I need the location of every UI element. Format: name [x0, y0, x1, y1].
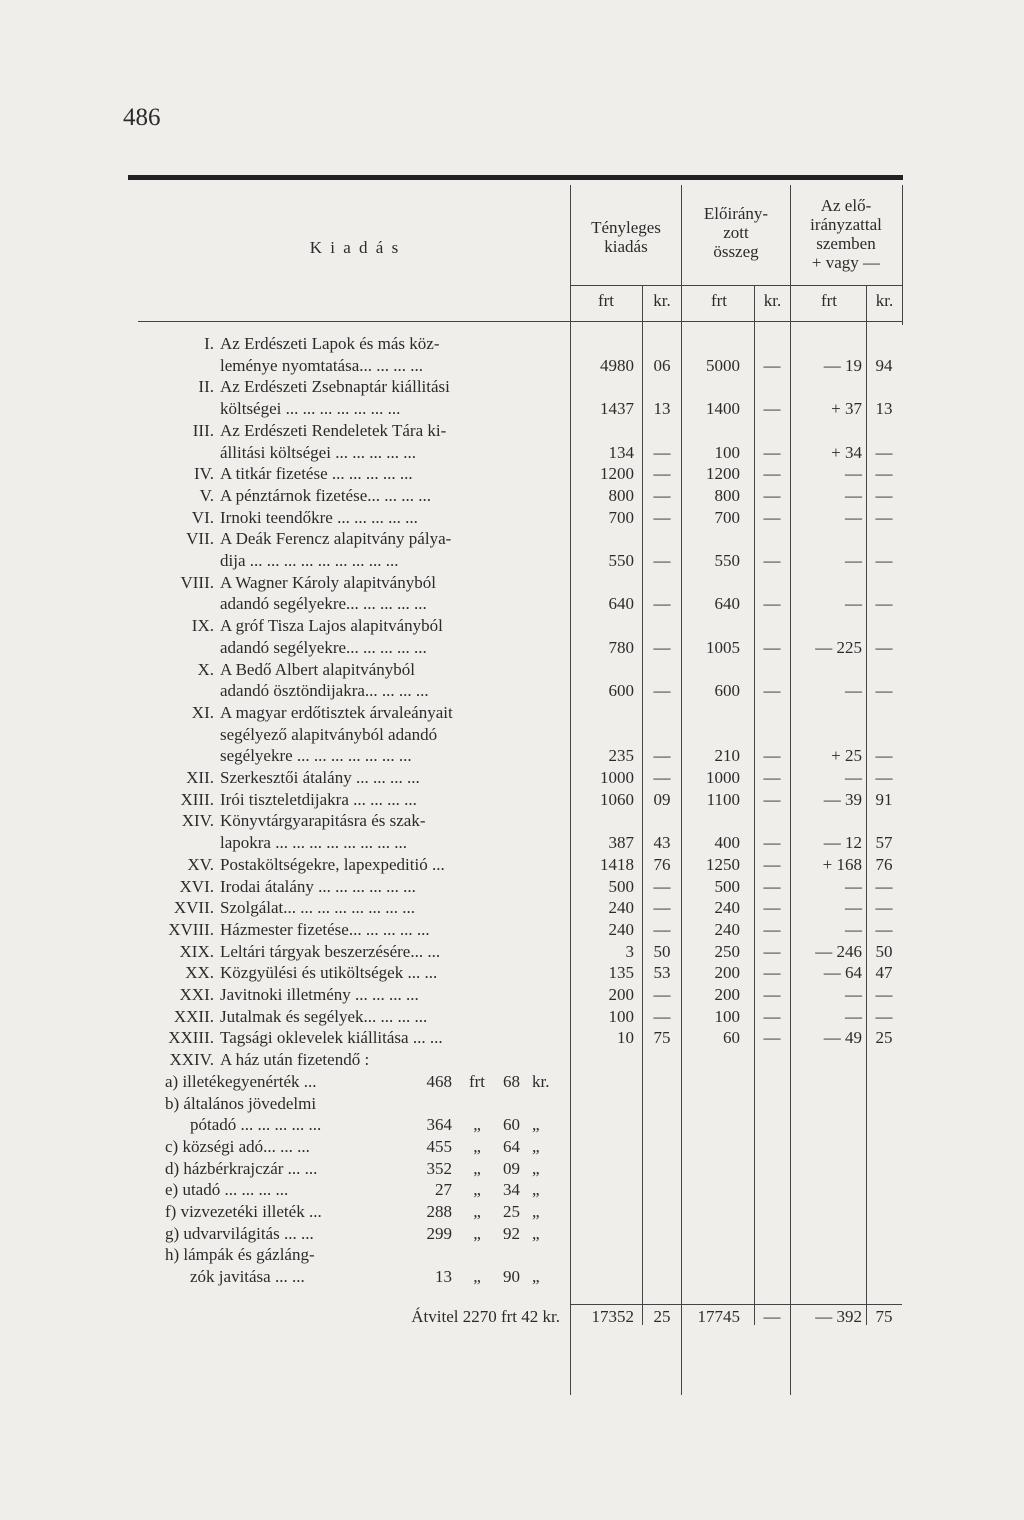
- unit-frt: frt: [820, 291, 838, 310]
- table-cell: 3: [625, 941, 634, 961]
- sub-item-unit: „: [532, 1115, 540, 1135]
- col-divider: [790, 185, 791, 1395]
- table-cell: —: [763, 746, 781, 766]
- table-cell: —: [875, 876, 893, 896]
- row-number: X.: [197, 659, 214, 679]
- table-cell: — 64: [823, 963, 862, 983]
- row-label: Szerkesztői átalány ... ... ... ...: [220, 768, 420, 787]
- row-number: XVI.: [179, 876, 214, 896]
- sub-item-kr: 60: [503, 1115, 520, 1135]
- table-cell: 76: [875, 854, 893, 874]
- sub-item-unit: frt: [468, 1071, 486, 1091]
- row-label: Az Erdészeti Zsebnaptár kiállitási: [220, 377, 450, 397]
- table-cell: 550: [608, 551, 634, 570]
- table-cell: —: [763, 985, 781, 1004]
- carry-cell: 25: [653, 1307, 671, 1326]
- sub-item-kr: 92: [503, 1223, 520, 1243]
- row-number: XIII.: [180, 789, 214, 809]
- table-cell: —: [875, 507, 893, 527]
- table-cell: —: [845, 898, 862, 918]
- table-cell: 5000: [706, 355, 740, 375]
- table-cell: + 34: [831, 442, 862, 462]
- unit-frt: frt: [597, 291, 615, 310]
- sub-item-unit: „: [532, 1223, 540, 1243]
- table-cell: 210: [714, 746, 740, 766]
- sub-item-frt: 13: [435, 1267, 452, 1287]
- table-cell: — 246: [815, 941, 862, 961]
- sub-item-kr: 90: [503, 1267, 520, 1287]
- table-cell: 57: [875, 833, 893, 853]
- table-cell: 640: [608, 594, 634, 614]
- row-label: adandó segélyekre... ... ... ... ...: [220, 637, 427, 657]
- table-cell: —: [875, 768, 893, 787]
- row-label: dija ... ... ... ... ... ... ... ... ...: [220, 551, 399, 570]
- header-rule: [571, 285, 902, 286]
- sub-item-unit: „: [473, 1267, 481, 1287]
- table-cell: 13: [875, 399, 893, 419]
- table-cell: —: [845, 876, 862, 896]
- col-divider: [642, 285, 643, 1325]
- row-label: Postaköltségekre, lapexpeditió ...: [220, 854, 445, 874]
- table-cell: 76: [653, 854, 671, 874]
- table-cell: + 168: [822, 854, 862, 874]
- table-cell: 1000: [600, 768, 634, 787]
- sub-item-unit: „: [532, 1158, 540, 1178]
- row-label: segélyekre ... ... ... ... ... ... ...: [220, 746, 412, 766]
- carry-cell: — 392: [815, 1307, 862, 1326]
- table-cell: —: [653, 442, 671, 462]
- table-cell: 235: [608, 746, 634, 766]
- table-cell: 400: [714, 833, 740, 853]
- table-cell: —: [875, 985, 893, 1004]
- table-cell: —: [653, 464, 671, 484]
- table-cell: —: [653, 637, 671, 657]
- table-cell: —: [875, 746, 893, 766]
- sub-item-unit: kr.: [532, 1071, 550, 1091]
- sub-item-label: a) illetékegyenérték ...: [165, 1071, 317, 1091]
- table-cell: 47: [875, 963, 893, 983]
- table-cell: —: [653, 485, 671, 505]
- row-label: Irnoki teendőkre ... ... ... ... ...: [220, 507, 418, 527]
- table-cell: —: [763, 898, 781, 918]
- table-cell: 09: [653, 789, 671, 809]
- sub-item-label: pótadó ... ... ... ... ...: [190, 1115, 322, 1135]
- table-cell: —: [875, 637, 893, 657]
- table-cell: 1400: [706, 399, 740, 419]
- row-number: IV.: [194, 464, 214, 484]
- row-label: Leltári tárgyak beszerzésére... ...: [220, 941, 441, 961]
- row-label: adandó segélyekre... ... ... ... ...: [220, 594, 427, 614]
- row-number: XIV.: [181, 811, 214, 831]
- row-number: XX.: [185, 963, 214, 983]
- table-cell: 134: [608, 442, 634, 462]
- header-tenyleges: Tényleges kiadás: [591, 218, 661, 256]
- row-label: Könyvtárgyarapitásra és szak-: [220, 811, 426, 831]
- table-cell: —: [763, 551, 781, 570]
- row-number: XVIII.: [168, 919, 214, 939]
- row-number: VIII.: [180, 572, 214, 592]
- sub-item-unit: „: [473, 1202, 481, 1221]
- row-number: XV.: [187, 854, 214, 874]
- row-number: XXI.: [179, 985, 214, 1004]
- row-label: A gróf Tisza Lajos alapitványból: [220, 616, 443, 636]
- table-cell: 600: [714, 681, 740, 701]
- table-cell: 100: [608, 1006, 634, 1026]
- row-label: leménye nyomtatása... ... ... ...: [220, 355, 424, 375]
- table-cell: —: [653, 985, 671, 1004]
- sub-item-frt: 455: [426, 1136, 452, 1156]
- table-cell: 600: [608, 681, 634, 701]
- sub-item-label: b) általános jövedelmi: [165, 1093, 317, 1113]
- table-cell: —: [653, 768, 671, 787]
- table-cell: —: [875, 551, 893, 570]
- table-cell: —: [845, 985, 862, 1004]
- table-cell: —: [763, 876, 781, 896]
- table-cell: —: [763, 1006, 781, 1026]
- table-cell: 240: [714, 919, 740, 939]
- sub-item-label: d) házbérkrajczár ... ...: [165, 1158, 318, 1178]
- row-number: III.: [192, 420, 214, 440]
- table-cell: —: [653, 876, 671, 896]
- row-number: VII.: [186, 529, 214, 549]
- table-cell: —: [763, 355, 781, 375]
- row-label: A pénztárnok fizetése... ... ... ...: [220, 485, 432, 505]
- sub-item-unit: „: [532, 1202, 540, 1221]
- table-cell: 780: [608, 637, 634, 657]
- sub-item-label: g) udvarvilágitás ... ...: [165, 1223, 314, 1243]
- table-cell: 10: [617, 1028, 634, 1048]
- table-cell: 500: [608, 876, 634, 896]
- table-cell: —: [763, 442, 781, 462]
- table-cell: 91: [875, 789, 893, 809]
- carry-cell: 17745: [697, 1307, 740, 1326]
- table-cell: 700: [608, 507, 634, 527]
- table-cell: —: [763, 919, 781, 939]
- table-cell: —: [763, 854, 781, 874]
- table-cell: —: [875, 1006, 893, 1026]
- total-rule: [571, 1304, 902, 1305]
- header-az-elo: Az elő- irányzattal szemben + vagy —: [810, 196, 882, 272]
- sub-item-unit: „: [473, 1180, 481, 1200]
- sub-item-frt: 468: [426, 1071, 452, 1091]
- table-cell: 200: [714, 985, 740, 1004]
- table-cell: 1100: [706, 789, 740, 809]
- row-label: lapokra ... ... ... ... ... ... ... ...: [220, 833, 407, 853]
- table-cell: 550: [714, 551, 740, 570]
- table-cell: 4980: [600, 355, 634, 375]
- table-cell: 387: [608, 833, 634, 853]
- table-cell: —: [763, 1028, 781, 1048]
- table-cell: 1005: [706, 637, 740, 657]
- unit-frt: frt: [710, 291, 728, 310]
- table-cell: 43: [653, 833, 671, 853]
- table-cell: —: [875, 464, 893, 484]
- table-cell: 240: [608, 919, 634, 939]
- table-cell: —: [653, 1006, 671, 1026]
- table-cell: —: [845, 507, 862, 527]
- table-cell: — 12: [823, 833, 862, 853]
- row-number: XVII.: [173, 898, 214, 918]
- table-cell: 53: [653, 963, 671, 983]
- table-cell: 1200: [600, 464, 634, 484]
- row-label: Házmester fizetése... ... ... ... ...: [220, 919, 430, 939]
- unit-kr: kr.: [875, 291, 894, 310]
- table-cell: —: [875, 594, 893, 614]
- sub-item-unit: „: [532, 1180, 540, 1200]
- table-cell: —: [875, 681, 893, 701]
- table-cell: —: [845, 1006, 862, 1026]
- row-label: Jutalmak és segélyek... ... ... ...: [220, 1006, 428, 1026]
- table-cell: 06: [653, 355, 671, 375]
- sub-item-unit: „: [532, 1136, 540, 1156]
- carry-cell: —: [763, 1307, 781, 1326]
- table-cell: —: [875, 919, 893, 939]
- table-cell: 1418: [600, 854, 634, 874]
- row-number: V.: [199, 485, 214, 505]
- col-divider: [570, 185, 571, 1395]
- table-cell: 50: [653, 941, 671, 961]
- row-label: A Wagner Károly alapitványból: [220, 572, 436, 592]
- unit-kr: kr.: [763, 291, 782, 310]
- row-label: A ház után fizetendő :: [220, 1050, 370, 1070]
- table-cell: 200: [608, 985, 634, 1004]
- table-cell: —: [763, 833, 781, 853]
- sub-item-unit: „: [473, 1115, 481, 1135]
- carry-cell: 75: [875, 1307, 893, 1326]
- table-cell: 94: [875, 355, 893, 375]
- table-cell: —: [763, 963, 781, 983]
- row-label: A magyar erdőtisztek árvaleányait: [220, 702, 453, 722]
- table-cell: —: [845, 485, 862, 505]
- col-divider: [866, 285, 867, 1325]
- row-label: Tagsági oklevelek kiállitása ... ...: [220, 1028, 443, 1048]
- table-cell: —: [875, 898, 893, 918]
- page-number: 486: [123, 104, 161, 131]
- sub-item-kr: 25: [503, 1202, 520, 1221]
- sub-item-kr: 64: [503, 1136, 520, 1156]
- table-cell: 640: [714, 594, 740, 614]
- row-label: A titkár fizetése ... ... ... ... ...: [220, 464, 413, 484]
- table-cell: 1000: [706, 768, 740, 787]
- sub-item-label: f) vizvezetéki illeték ...: [165, 1202, 322, 1221]
- table-cell: 1060: [600, 789, 634, 809]
- sub-item-kr: 09: [503, 1158, 520, 1178]
- table-cell: —: [763, 681, 781, 701]
- table-cell: — 39: [823, 789, 862, 809]
- row-number: IX.: [191, 616, 214, 636]
- table-cell: 240: [608, 898, 634, 918]
- table-cell: —: [763, 485, 781, 505]
- table-cell: —: [653, 919, 671, 939]
- carry-cell: 17352: [591, 1307, 634, 1326]
- table-cell: 60: [723, 1028, 740, 1048]
- sub-item-kr: 68: [503, 1071, 520, 1091]
- table-cell: 13: [653, 399, 671, 419]
- row-number: I.: [204, 334, 214, 353]
- table-cell: —: [763, 464, 781, 484]
- sub-item-label: e) utadó ... ... ... ...: [165, 1180, 289, 1200]
- row-number: XIX.: [179, 941, 214, 961]
- table-cell: 135: [608, 963, 634, 983]
- table-cell: 75: [653, 1028, 671, 1048]
- header-eloiranyzott: Előirány- zott összeg: [703, 204, 769, 261]
- row-number: VI.: [191, 507, 214, 527]
- sub-item-frt: 299: [426, 1223, 452, 1243]
- top-rule: [128, 175, 903, 180]
- table-cell: —: [845, 919, 862, 939]
- table-cell: 200: [714, 963, 740, 983]
- row-label: A Deák Ferencz alapitvány pálya-: [220, 529, 452, 549]
- table-cell: —: [845, 768, 862, 787]
- table-cell: — 19: [823, 355, 862, 375]
- table-cell: —: [763, 941, 781, 961]
- header-kiadas: K i a d á s: [309, 238, 401, 257]
- table-cell: —: [875, 442, 893, 462]
- table-cell: —: [653, 594, 671, 614]
- table-cell: —: [763, 637, 781, 657]
- table-cell: —: [763, 768, 781, 787]
- table-cell: —: [653, 746, 671, 766]
- table-cell: 800: [714, 485, 740, 505]
- row-label: adandó ösztöndijakra... ... ... ...: [220, 681, 429, 701]
- table-cell: —: [845, 594, 862, 614]
- row-label: segélyező alapitványból adandó: [220, 724, 438, 744]
- sub-item-unit: „: [532, 1267, 540, 1287]
- table-cell: —: [763, 507, 781, 527]
- row-number: XII.: [186, 768, 214, 787]
- sub-item-unit: „: [473, 1158, 481, 1178]
- sub-item-unit: „: [473, 1136, 481, 1156]
- row-number: XI.: [191, 702, 214, 722]
- table-cell: 100: [714, 1006, 740, 1026]
- table-cell: + 37: [831, 399, 862, 419]
- row-number: II.: [198, 377, 214, 397]
- table-cell: —: [845, 551, 862, 570]
- table-cell: —: [845, 681, 862, 701]
- sub-item-label: c) községi adó... ... ...: [165, 1136, 310, 1156]
- table-cell: 800: [608, 485, 634, 505]
- row-label: Javitnoki illetmény ... ... ... ...: [220, 985, 419, 1004]
- table-cell: —: [653, 681, 671, 701]
- table-cell: 50: [875, 941, 893, 961]
- row-label: Irodai átalány ... ... ... ... ... ...: [220, 876, 416, 896]
- table-cell: —: [653, 507, 671, 527]
- table-cell: 25: [875, 1028, 893, 1048]
- table-cell: 240: [714, 898, 740, 918]
- sub-item-kr: 34: [503, 1180, 520, 1200]
- table-cell: —: [763, 399, 781, 419]
- row-label: Közgyülési és utiköltségek ... ...: [220, 963, 438, 983]
- table-cell: 500: [714, 876, 740, 896]
- table-cell: 1200: [706, 464, 740, 484]
- table-cell: 100: [714, 442, 740, 462]
- row-label: állitási költségei ... ... ... ... ...: [220, 442, 416, 462]
- sub-item-unit: „: [473, 1223, 481, 1243]
- col-divider: [681, 185, 682, 1395]
- table-cell: —: [763, 789, 781, 809]
- sub-item-label: zók javitása ... ...: [190, 1267, 305, 1287]
- table-cell: —: [845, 464, 862, 484]
- table-cell: —: [763, 594, 781, 614]
- sub-item-frt: 364: [426, 1115, 452, 1135]
- sub-item-frt: 27: [435, 1180, 452, 1200]
- row-label: Szolgálat... ... ... ... ... ... ... ...: [220, 898, 416, 918]
- table-cell: —: [653, 551, 671, 570]
- row-number: XXIII.: [168, 1028, 214, 1048]
- row-label: Irói tiszteletdijakra ... ... ... ...: [220, 789, 417, 809]
- table-cell: — 49: [823, 1028, 862, 1048]
- unit-kr: kr.: [653, 291, 671, 310]
- table-cell: —: [875, 485, 893, 505]
- sub-item-label: h) lámpák és gázláng-: [165, 1245, 315, 1265]
- table-cell: + 25: [831, 746, 862, 766]
- row-number: XXII.: [173, 1006, 214, 1026]
- carry-label: Átvitel 2270 frt 42 kr.: [411, 1307, 560, 1326]
- header-rule: [138, 321, 902, 322]
- row-label: A Bedő Albert alapitványból: [220, 659, 415, 679]
- table-cell: 700: [714, 507, 740, 527]
- table-cell: —: [653, 898, 671, 918]
- row-number: XXIV.: [169, 1050, 214, 1070]
- col-divider: [754, 285, 755, 1325]
- sub-item-frt: 288: [426, 1202, 452, 1221]
- sub-item-frt: 352: [426, 1158, 452, 1178]
- table-cell: 1437: [600, 399, 634, 419]
- table-cell: — 225: [815, 637, 862, 657]
- row-label: költségei ... ... ... ... ... ... ...: [220, 399, 401, 419]
- table-cell: 250: [714, 941, 740, 961]
- row-label: Az Erdészeti Lapok és más köz-: [220, 334, 440, 353]
- table-cell: 1250: [706, 854, 740, 874]
- row-label: Az Erdészeti Rendeletek Tára ki-: [220, 420, 447, 440]
